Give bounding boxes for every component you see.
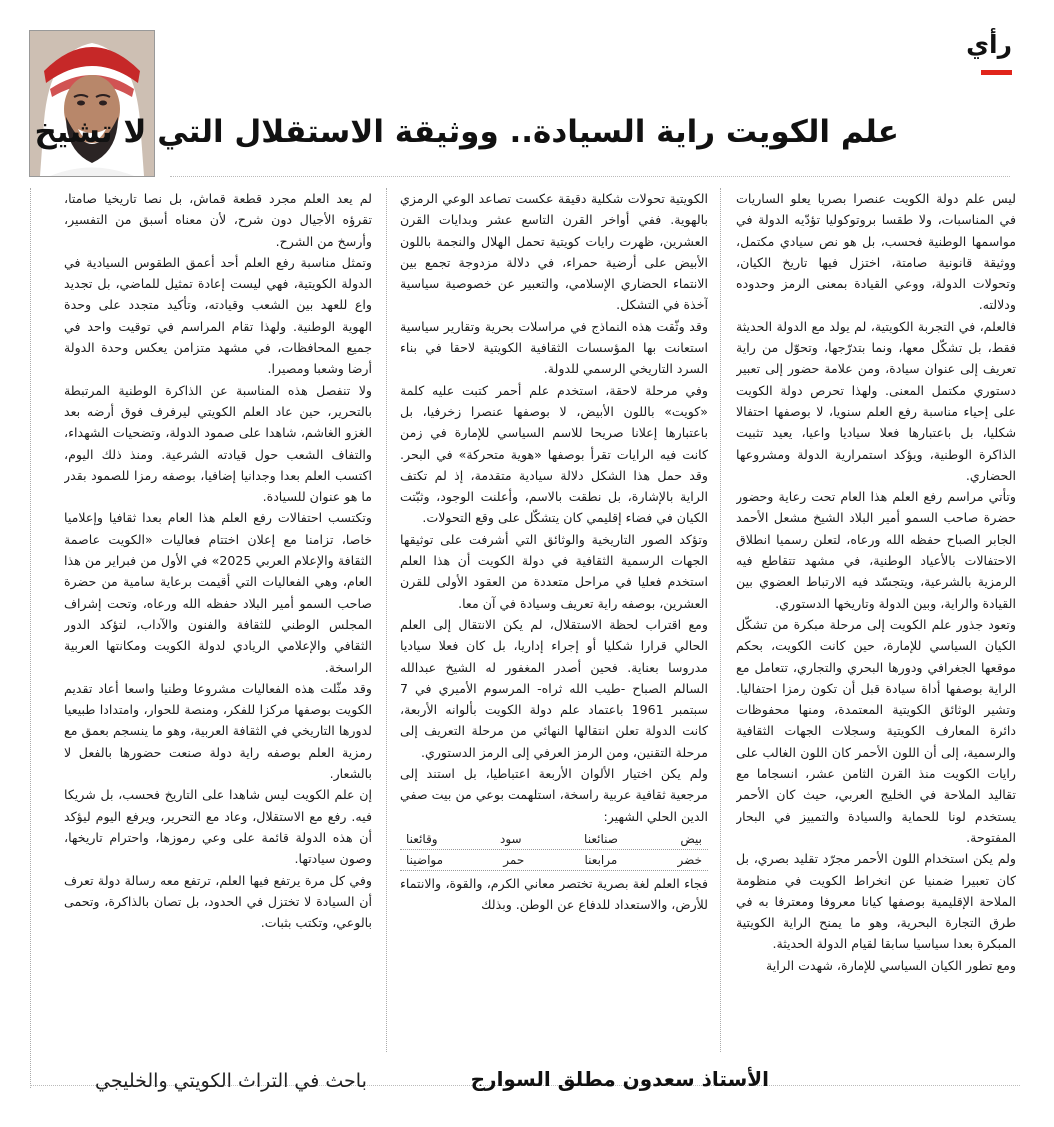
paragraph: وقد مثّلت هذه الفعاليات مشروعا وطنيا واسعا أعاد تقديم الكويت بوصفها مركزا للفكر، ومنصة للحوار، وامتدادا طبيعيا لدورها التاريخي في الثقافة العربية، وهو ما ينسجم بعمق مع رمزية العلم بوصفه راية دولة صنعت حضورها بالفعل لا بالشعار. [64, 680, 372, 782]
paragraph: ومع تطور الكيان السياسي للإمارة، شهدت الراية [766, 957, 1016, 973]
paragraph: وقد وثّقت هذه النماذج في مراسلات بحرية وتقارير سياسية استعانت بها المؤسسات الثقافية الكويتية لاحقا في بناء السرد التاريخي الرسمي للدولة. [400, 318, 708, 377]
paragraph: لم يعد العلم مجرد قطعة قماش، بل نصا تاريخيا صامتا، تقرؤه الأجيال دون شرح، لأن معناه أسبق من التفسير، وأرسخ من الشرح. [64, 191, 372, 249]
paragraph: ولم يكن استخدام اللون الأحمر مجرّد تقليد بصري، بل كان تعبيرا ضمنيا عن انخراط الكويت في منظومة الملاحة الإقليمية بوصفها كيانا معروفا ومعترفا به في طرق التجارة البحرية، وهو ما يمنح الراية الكويتية المبكرة بعدا سياسيا سابقا لقيام الدولة الحديثة. [736, 851, 1016, 952]
paragraph: وفي مرحلة لاحقة، استخدم علم أحمر كتبت عليه كلمة «كويت» باللون الأبيض، لا بوصفها عنصرا زخرفيا، بل باعتبارها إعلانا صريحا للاسم السياسي للإمارة في زمن كانت فيه الرايات تقرأ بوصفها «هوية متحركة» في البحر. وقد حمل هذا الشكل دلالة سيادية متقدمة، إذ لم تكتف الراية بالإشارة، بل نطقت بالاسم، وأعلنت الوجود، وثبّتت الكيان في فضاء إقليمي كان يتشكّل على وقع التحولات. [400, 382, 708, 526]
poem-line: بيض صنائعنا سود وقائعنا [400, 829, 708, 850]
poem-verse [400, 829, 708, 871]
paragraph: ومع اقتراب لحظة الاستقلال، لم يكن الانتقال إلى العلم الحالي قرارا شكليا أو إجراء إداريا، بل كان فعلا سياديا مدروسا بعناية. فحين أصدر المغفور له الشيخ عبدالله السالم الصباح -طيب الله ثراه- المرسوم الأميري في 7 سبتمبر 1961 باعتماد علم دولة الكويت بألوانه الأربعة، كانت الدولة تعلن انتقالها النهائي من مرحلة التعريف إلى مرحلة التقنين، ومن الرمز العرفي إلى الرمز الدستوري. [400, 616, 708, 760]
paragraph: فالعلم، في التجربة الكويتية، لم يولد مع الدولة الحديثة فقط، بل تشكّل معها، ونما بتدرّجها، وتحوّل من راية تعريف إلى عنوان سيادة، ومن علامة حضور إلى تعبير دستوري مكتمل المعنى. ولهذا تحرص دولة الكويت على إحياء مناسبة رفع العلم سنويا، لا بوصفها احتفالا شكليا، بل باعتبارها فعلا سياديا واعيا، يعيد تثبيت الذاكرة الوطنية، ويؤكد استمرارية الدولة ومشروعها الحضاري. [736, 318, 1016, 483]
author-name: الأستاذ سعدون مطلق السوارج [470, 1067, 769, 1091]
paragraph: وتعود جذور علم الكويت إلى مرحلة مبكرة من تشكّل الكيان السياسي للإمارة، حين كانت الكويت، بحكم موقعها الجغرافي ودورها البحري والتجاري، تتعامل مع الراية بوصفها أداة سيادة قبل أن تكون رمزا احتفاليا. وتشير الوثائق الكويتية المعتمدة، ومنها محفوظات دائرة المعارف الكويتية وسجلات الجهات الثقافية والرسمية، إلى أن اللون الأحمر كان اللون الغالب على رايات الكويت منذ القرن الثامن عشر، انسجاما مع تقاليد الملاحة في الخليج العربي، حيث كان الأحمر يستخدم لونا للحماية والسيادة والتمييز في البحار المفتوحة. [736, 616, 1016, 845]
section-accent-bar [981, 70, 1012, 75]
column-divider [386, 188, 387, 1052]
paragraph: وفي كل مرة يرتفع فيها العلم، ترتفع معه رسالة دولة تعرف أن السيادة لا تختزل في الحدود، بل تصان بالذاكرة، وتحمى بالوعي، وتكتب بثبات. [64, 872, 372, 931]
paragraph: وتأتي مراسم رفع العلم هذا العام تحت رعاية وحضور حضرة صاحب السمو أمير البلاد الشيخ مشعل الأحمد الجابر الصباح حفظه الله ورعاه، لتعلن رسميا انطلاق الاحتفالات بالأعياد الوطنية، في مشهد تتقاطع فيه الرمزية بالشرعية، ويتجسّد فيه الارتباط العضوي بين القيادة والراية، وبين الدولة وتاريخها الدستوري. [736, 489, 1016, 611]
paragraph: ولم يكن اختيار الألوان الأربعة اعتباطيا، بل استند إلى مرجعية ثقافية عربية راسخة، استلهمت بوعي من بيت صفي الدين الحلي الشهير: [400, 766, 708, 824]
article-column-1 [736, 188, 1016, 1052]
paragraph: الكويتية تحولات شكلية دقيقة عكست تصاعد الوعي الرمزي بالهوية. ففي أواخر القرن التاسع عشر وبدايات القرن العشرين، ظهرت رايات كويتية تحمل الهلال والنجمة باللون الأبيض على أرضية حمراء، في دلالة مزدوجة تجمع بين الانتماء الحضاري الإسلامي، والتعبير عن خصوصية سياسية آخذة في التشكل. [400, 191, 708, 313]
paragraph: إن علم الكويت ليس شاهدا على التاريخ فحسب، بل شريكا فيه. رفع مع الاستقلال، وعاد مع التحرير، ويرفع اليوم ليؤكد أن هذه الدولة قائمة على وعي رموزها، واحترام تاريخها، وصون سيادتها. [64, 787, 372, 867]
headline: علم الكويت راية السيادة.. ووثيقة الاستقلال التي لا تشيخ [34, 114, 899, 150]
paragraph: وتؤكد الصور التاريخية والوثائق التي أشرفت على توثيقها الجهات الرسمية الثقافية في دولة الكويت أن هذا العلم استخدم فعليا في مراحل متعددة من العقود الأولى للقرن العشرين، بوصفه راية تعريف وسيادة في آن معا. [400, 531, 708, 611]
paragraph: وتكتسب احتفالات رفع العلم هذا العام بعدا ثقافيا وإعلاميا خاصا، تزامنا مع إعلان اختتام فعاليات «الكويت عاصمة الثقافة والإعلام العربي 2025» في الأول من فبراير من هذا العام، وهي الفعاليات التي أقيمت برعاية سامية من حضرة صاحب السمو أمير البلاد حفظه الله ورعاه، وتحت إشراف المجلس الوطني للثقافة والفنون والآداب، لتؤكد الدور الثقافي والإعلامي الريادي لدولة الكويت ومكانتها العربية الراسخة. [64, 510, 372, 675]
paragraph: فجاء العلم لغة بصرية تختصر معاني الكرم، والقوة، والانتماء للأرض، والاستعداد للدفاع عن الوطن. وبذلك [400, 875, 708, 913]
column-divider [720, 188, 721, 1052]
article-column-3 [64, 188, 372, 1052]
paragraph: ولا تنفصل هذه المناسبة عن الذاكرة الوطنية المرتبطة بالتحرير، حين عاد العلم الكويتي ليرفرف فوق أرضه بعد الغزو الغاشم، شاهدا على صمود الدولة، وتضحيات الشهداء، والتفاف الشعب حول قيادته الشرعية. ومنذ ذلك اليوم، اكتسب العلم بعدا وجدانيا إضافيا، بوصفه رمزا للصمود بقدر ما هو عنوان للسيادة. [64, 382, 372, 505]
page-left-border [30, 188, 31, 1088]
author-role: باحث في التراث الكويتي والخليجي [95, 1070, 367, 1092]
poem-line: خضر مرابعنا حمر مواضينا [400, 850, 708, 871]
author-portrait-image [30, 31, 154, 176]
article-column-2 [400, 188, 708, 1052]
paragraph: ليس علم دولة الكويت عنصرا بصريا يعلو الساريات في المناسبات، ولا طقسا بروتوكوليا تؤدّيه الدولة في مواسمها الوطنية فحسب، بل هو نص سيادي مكتمل، ووثيقة قانونية صامتة، اختزل فيها تاريخ الكيان، وتحولات الدولة، ووعي القيادة بمعنى الرمز وحدوده ودلالته. [736, 191, 1016, 313]
section-tag: رأي [966, 30, 1012, 59]
paragraph: وتمثل مناسبة رفع العلم أحد أعمق الطقوس السيادية في الدولة الكويتية، فهي ليست إعادة تمثيل للماضي، بل تجديد واع للعهد بين الشعب وقيادته، وتأكيد متجدد على وحدة الهوية الوطنية. ولهذا تقام المراسم في توقيت واحد في جميع المحافظات، في مشهد متزامن يعكس وحدة الدولة أرضا وشعبا ومصيرا. [64, 254, 372, 377]
author-photo [29, 30, 155, 177]
headline-divider [170, 176, 1010, 177]
